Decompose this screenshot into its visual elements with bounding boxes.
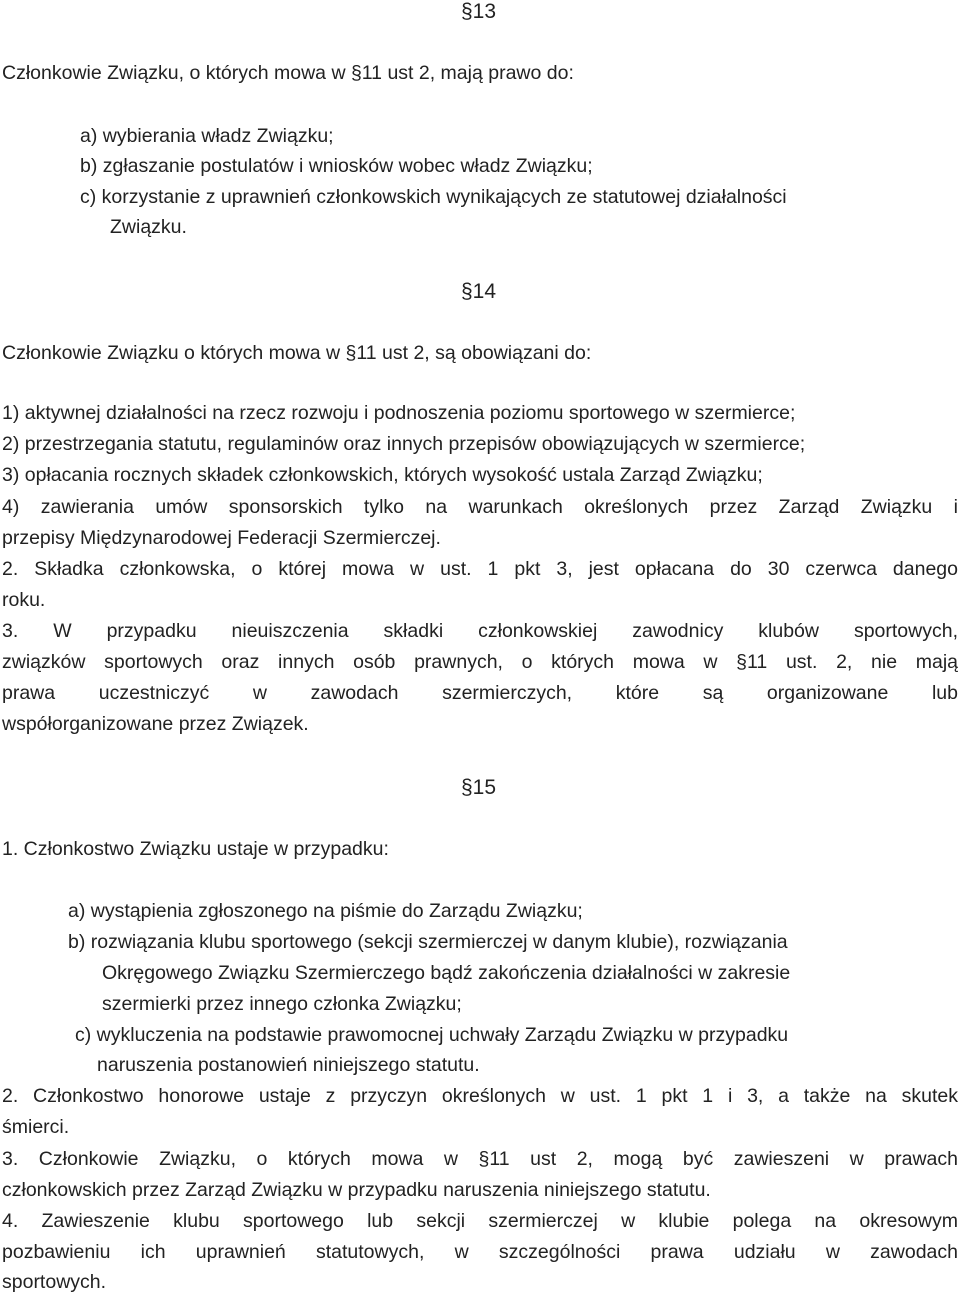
section-14-item-4-line2: przepisy Międzynarodowej Federacji Szermierczej. — [2, 527, 441, 549]
section-15-para-4-line3: sportowych. — [2, 1271, 107, 1293]
section-15-para-4-line2: pozbawieniu ich uprawnień statutowych, w szczególności prawa udziału w zawodach — [2, 1241, 958, 1263]
section-14-para-3-line1: 3. W przypadku nieuiszczenia składki członkowskiej zawodnicy klubów sportowych, — [2, 620, 958, 642]
section-14-item-4-line1: 4) zawierania umów sponsorskich tylko na warunkach określonych przez Zarząd Związku i — [2, 496, 958, 518]
section-15-para-3-line1: 3. Członkowie Związku, o których mowa w §11 ust 2, mogą być zawieszeni w prawach — [2, 1148, 958, 1170]
section-13-item-c: c) korzystanie z uprawnień członkowskich wynikających ze statutowej działalności — [80, 186, 787, 208]
section-15-para-3-line2: członkowskich przez Zarząd Związku w przypadku naruszenia niniejszego statutu. — [2, 1179, 711, 1201]
section-14-para-3-line4: współorganizowane przez Związek. — [2, 713, 309, 735]
section-13-item-a: a) wybierania władz Związku; — [80, 125, 334, 147]
section-14-item-3: 3) opłacania rocznych składek członkowskich, których wysokość ustala Zarząd Związku; — [2, 464, 763, 486]
section-13-item-c-cont: Związku. — [110, 216, 187, 238]
section-13-item-b: b) zgłaszanie postulatów i wniosków wobec władz Związku; — [80, 155, 593, 177]
section-13-intro: Członkowie Związku, o których mowa w §11 ust 2, mają prawo do: — [2, 62, 574, 84]
section-15-heading: §15 — [461, 776, 497, 799]
section-15-item-c-line1: c) wykluczenia na podstawie prawomocnej uchwały Zarządu Związku w przypadku — [75, 1024, 789, 1046]
section-14-heading: §14 — [461, 280, 497, 303]
section-15-item-b-line1: b) rozwiązania klubu sportowego (sekcji szermierczej w danym klubie), rozwiązania — [68, 931, 788, 953]
section-15-item-a: a) wystąpienia zgłoszonego na piśmie do Zarządu Związku; — [68, 900, 583, 922]
section-14-item-1: 1) aktywnej działalności na rzecz rozwoju i podnoszenia poziomu sportowego w szermierce; — [2, 402, 796, 424]
section-14-para-2-line2: roku. — [2, 589, 46, 611]
section-15-para-4-line1: 4. Zawieszenie klubu sportowego lub sekcji szermierczej w klubie polega na okresowym — [2, 1210, 958, 1232]
section-15-para-2-line1: 2. Członkostwo honorowe ustaje z przyczyn określonych w ust. 1 pkt 1 i 3, a także na skutek — [2, 1085, 958, 1107]
section-15-item-b-line2: Okręgowego Związku Szermierczego bądź zakończenia działalności w zakresie — [102, 962, 791, 984]
section-14-para-2-line1: 2. Składka członkowska, o której mowa w ust. 1 pkt 3, jest opłacana do 30 czerwca danego — [2, 558, 958, 580]
section-13-heading: §13 — [461, 0, 497, 23]
section-14-item-2: 2) przestrzegania statutu, regulaminów oraz innych przepisów obowiązujących w szermierce; — [2, 433, 806, 455]
section-15-item-c-line2: naruszenia postanowień niniejszego statutu. — [97, 1054, 480, 1076]
section-15-item-b-line3: szermierki przez innego członka Związku; — [102, 993, 462, 1015]
section-15-intro: 1. Członkostwo Związku ustaje w przypadku: — [2, 838, 389, 860]
section-14-para-3-line3: prawa uczestniczyć w zawodach szermierczych, które są organizowane lub — [2, 682, 958, 704]
section-14-para-3-line2: związków sportowych oraz innych osób prawnych, o których mowa w §11 ust. 2, nie mają — [2, 651, 958, 673]
section-15-para-2-line2: śmierci. — [2, 1116, 70, 1138]
section-14-intro: Członkowie Związku o których mowa w §11 ust 2, są obowiązani do: — [2, 342, 592, 364]
